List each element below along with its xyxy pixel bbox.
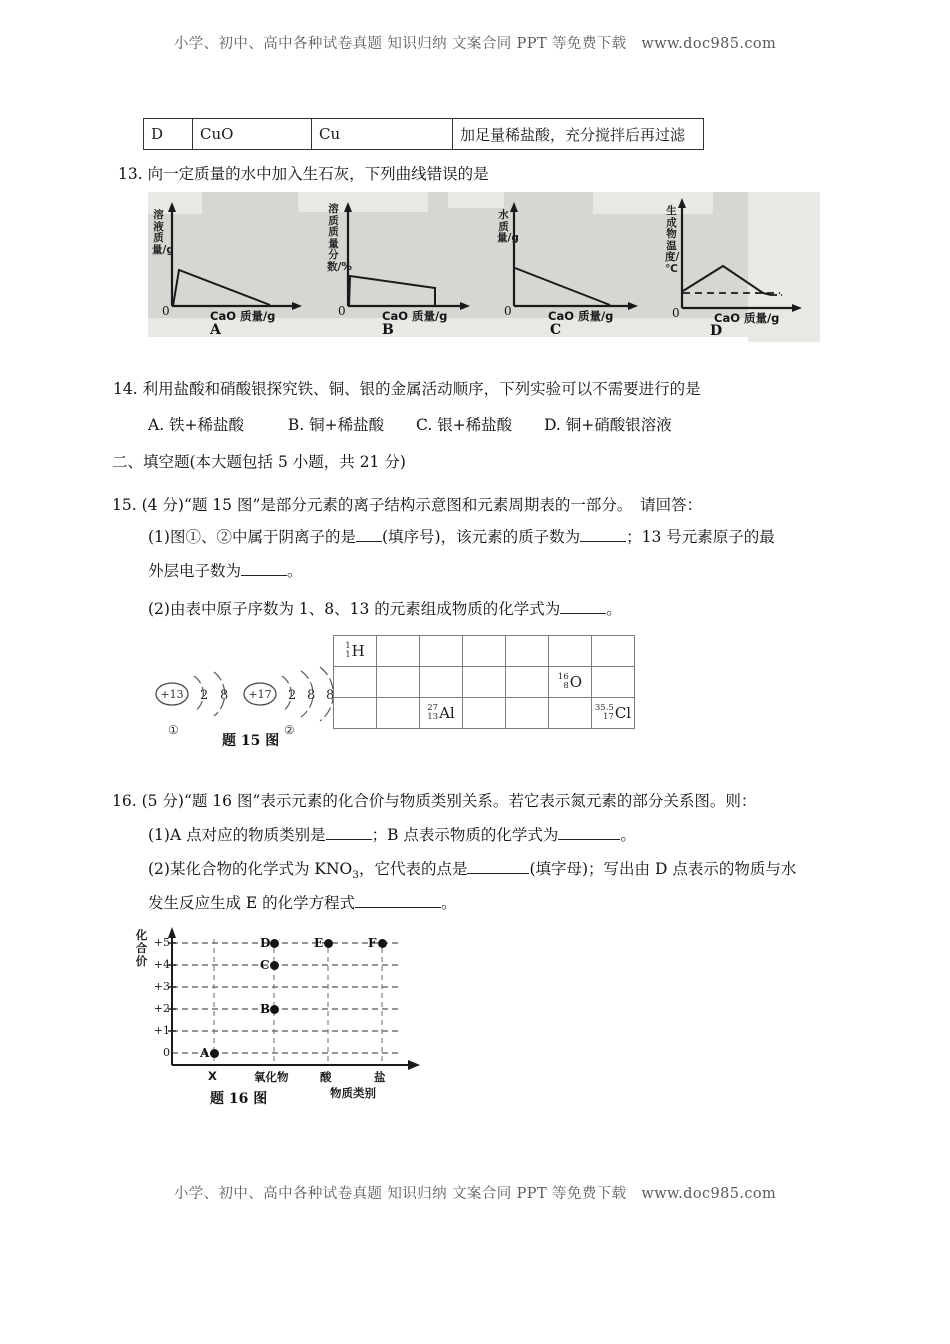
element-symbol: O xyxy=(569,673,583,691)
question-16-ylabel: 化合价 xyxy=(135,928,148,968)
periodic-cell-empty xyxy=(334,667,377,698)
question-15-figure-caption: 题 15 图 xyxy=(222,733,280,749)
periodic-cell-empty xyxy=(463,698,506,729)
data-point-c xyxy=(270,961,279,970)
watermark-header-text: 小学、初中、高中各种试卷真题 知识归纳 文案合同 PPT 等免费下载 www.doc985.com xyxy=(173,36,777,52)
answer-blank[interactable] xyxy=(467,873,529,874)
chart-panel-d-origin: 0 xyxy=(672,306,680,320)
periodic-cell-empty xyxy=(506,667,549,698)
question-14-option-c: C. 银+稀盐酸 xyxy=(416,416,513,434)
data-point-b xyxy=(270,1005,279,1014)
q16-p1-text-a: (1)A 点对应的物质类别是 xyxy=(148,826,326,844)
ytick-plus4: +4 xyxy=(153,958,170,971)
question-16-figure xyxy=(132,925,432,1110)
chart-panel-c-xlabel: CaO 质量/g xyxy=(548,309,614,323)
table-cell-impurity: Cu xyxy=(312,119,453,150)
answer-blank[interactable] xyxy=(355,907,441,908)
category-label-oxide: 氧化物 xyxy=(254,1070,289,1084)
data-point-e xyxy=(324,939,333,948)
question-16-part-2-line-2 xyxy=(148,889,457,917)
chart-panel-d-xlabel: CaO 质量/g xyxy=(714,311,780,325)
table-cell-option: D xyxy=(144,119,193,150)
question-15-part-2 xyxy=(148,595,622,623)
periodic-cell-empty xyxy=(549,698,592,729)
question-14-stem: 14. 利用盐酸和硝酸银探究铁、铜、银的金属活动顺序，下列实验可以不需要进行的是 xyxy=(113,380,701,398)
chart-panel-c-letter: C xyxy=(550,322,562,338)
q16-p1-text-b: ；B 点表示物质的化学式为 xyxy=(371,826,559,844)
question-15-stem: 15. (4 分)“题 15 图”是部分元素的离子结构示意图和元素周期表的一部分。 请回答： xyxy=(112,496,703,514)
atomic-number: 8 xyxy=(563,681,569,691)
table-cell-substance: CuO xyxy=(193,119,312,150)
chart-panel-c-ylabel: 水质量/g xyxy=(497,209,519,244)
svg-text:8: 8 xyxy=(326,688,335,703)
category-label-acid: 酸 xyxy=(320,1070,332,1084)
point-label-b: B xyxy=(260,1002,271,1016)
q15-p1-text-b: (填序号)，该元素的质子数为 xyxy=(381,528,581,546)
category-label-x: X xyxy=(208,1069,217,1083)
chart-panel-a-xlabel: CaO 质量/g xyxy=(210,309,276,323)
atomic-number: 13 xyxy=(427,712,439,722)
ion-diagram-2-label: ② xyxy=(284,723,295,737)
chart-panel-a-ylabel: 溶液质量/g xyxy=(152,209,174,256)
ytick-plus5: +5 xyxy=(153,936,170,949)
svg-text:2: 2 xyxy=(288,688,297,703)
svg-text:+17: +17 xyxy=(248,688,272,701)
q15-p2-text-a: (2)由表中原子序数为 1、8、13 的元素组成物质的化学式为 xyxy=(148,600,561,618)
periodic-cell-empty xyxy=(377,636,420,667)
periodic-cell-empty xyxy=(592,636,635,667)
periodic-cell-h xyxy=(334,636,377,667)
q16-p1-text-c: 。 xyxy=(620,826,636,844)
svg-text:2: 2 xyxy=(200,688,209,703)
element-symbol: Cl xyxy=(614,704,632,722)
question-13-figure xyxy=(148,192,820,337)
chart-panel-d-letter: D xyxy=(710,323,723,339)
periodic-cell-empty xyxy=(463,636,506,667)
periodic-cell-empty xyxy=(506,636,549,667)
nuclide-numbers xyxy=(595,704,614,722)
q16-p2-text-e: 。 xyxy=(441,894,457,912)
q16-p2-text-b: ，它代表的点是 xyxy=(358,860,468,878)
chart-panel-b-origin: 0 xyxy=(338,304,346,318)
watermark-header xyxy=(0,32,950,53)
chart-panel-a-origin: 0 xyxy=(162,304,170,318)
question-14-option-b: B. 铜+稀盐酸 xyxy=(287,416,385,434)
data-point-a xyxy=(210,1049,219,1058)
chart-panel-a-letter: A xyxy=(210,322,221,338)
category-label-salt: 盐 xyxy=(374,1070,386,1084)
answer-blank[interactable] xyxy=(326,839,372,840)
question-15-figure xyxy=(140,620,640,750)
periodic-cell-empty xyxy=(549,636,592,667)
question-16-chart-svg xyxy=(132,925,432,1085)
chart-panel-d-ylabel: 生成物温度/℃ xyxy=(665,205,680,275)
mass-number: 35.5 xyxy=(594,703,614,713)
table-row xyxy=(144,119,704,150)
periodic-table-fragment xyxy=(333,635,635,729)
question-13-stem: 13. 向一定质量的水中加入生石灰，下列曲线错误的是 xyxy=(118,165,489,183)
options-table xyxy=(143,118,704,150)
svg-text:8: 8 xyxy=(220,688,229,703)
periodic-table-row xyxy=(334,667,635,698)
data-point-f xyxy=(378,939,387,948)
watermark-footer xyxy=(0,1182,950,1203)
point-label-e: E xyxy=(314,936,324,950)
atomic-number: 17 xyxy=(603,712,614,722)
chart-panel-c xyxy=(484,192,652,337)
ytick-zero: 0 xyxy=(163,1046,170,1059)
point-label-c: C xyxy=(260,958,270,972)
mass-number: 27 xyxy=(427,703,439,713)
q15-p1-text-d: 外层电子数为 xyxy=(148,562,242,580)
periodic-cell-empty xyxy=(334,698,377,729)
ion-diagram-1-label: ① xyxy=(168,723,179,737)
periodic-cell-empty xyxy=(506,698,549,729)
q15-p1-text-e: 。 xyxy=(287,562,303,580)
atomic-number: 1 xyxy=(345,650,351,660)
chart-panel-c-origin: 0 xyxy=(504,304,512,318)
nuclide-numbers xyxy=(558,673,569,691)
point-label-a: A xyxy=(200,1046,210,1060)
answer-blank[interactable] xyxy=(558,839,620,840)
nuclide-numbers xyxy=(427,704,438,722)
ytick-plus3: +3 xyxy=(153,980,170,993)
question-16-stem: 16. (5 分)“题 16 图”表示元素的化合价与物质类别关系。若它表示氮元素的部分关系图。则： xyxy=(112,792,757,810)
periodic-cell-empty xyxy=(420,636,463,667)
mass-number: 16 xyxy=(557,672,569,682)
chart-panel-b-ylabel: 溶质质量分数/% xyxy=(327,203,352,273)
svg-text:+13: +13 xyxy=(160,688,184,701)
section-2-heading: 二、填空题(本大题包括 5 小题，共 21 分) xyxy=(112,453,406,471)
nuclide-numbers xyxy=(345,642,350,660)
periodic-table-row xyxy=(334,636,635,667)
data-point-d xyxy=(270,939,279,948)
chart-panel-d xyxy=(652,192,820,337)
ion-diagram-2 xyxy=(238,665,342,737)
periodic-cell-empty xyxy=(592,667,635,698)
periodic-cell-empty xyxy=(420,667,463,698)
question-16-part-2-line-1 xyxy=(148,855,796,889)
question-15-part-1-line-1 xyxy=(148,523,775,551)
element-symbol: H xyxy=(351,642,365,660)
ytick-plus1: +1 xyxy=(153,1024,170,1037)
question-16-xlabel: 物质类别 xyxy=(330,1086,376,1100)
ion-diagram-1-svg xyxy=(150,665,246,723)
periodic-cell-empty xyxy=(377,667,420,698)
chart-panel-a xyxy=(148,192,316,337)
formula-subscript: 3 xyxy=(352,869,359,882)
mass-number: 1 xyxy=(345,641,351,651)
periodic-cell-al xyxy=(420,698,463,729)
question-14-option-d: D. 铜+硝酸银溶液 xyxy=(544,416,672,434)
periodic-cell-o xyxy=(549,667,592,698)
periodic-cell-empty xyxy=(463,667,506,698)
periodic-table-row xyxy=(334,698,635,729)
question-16-figure-caption: 题 16 图 xyxy=(210,1091,268,1107)
q16-p2-text-a: (2)某化合物的化学式为 KNO xyxy=(148,860,353,878)
point-label-f: F xyxy=(368,936,377,950)
question-15-part-1-line-2 xyxy=(148,557,303,585)
chart-panel-b-xlabel: CaO 质量/g xyxy=(382,309,448,323)
chart-panel-b-letter: B xyxy=(382,322,394,338)
q15-p2-text-b: 。 xyxy=(606,600,622,618)
periodic-cell-cl xyxy=(592,698,635,729)
q16-p2-text-d: 发生反应生成 E 的化学方程式 xyxy=(148,894,356,912)
q15-p1-text-a: (1)图①、②中属于阴离子的是 xyxy=(148,528,356,546)
ion-diagram-1 xyxy=(150,665,246,737)
point-label-d: D xyxy=(260,936,271,950)
svg-text:8: 8 xyxy=(307,688,316,703)
question-14-option-a: A. 铁+稀盐酸 xyxy=(148,416,245,434)
question-14-options xyxy=(148,411,672,439)
q15-p1-text-c: ；13 号元素原子的最 xyxy=(626,528,775,546)
answer-blank[interactable] xyxy=(356,541,382,542)
periodic-cell-empty xyxy=(377,698,420,729)
question-16-part-1 xyxy=(148,821,636,849)
answer-blank[interactable] xyxy=(241,575,287,576)
q16-p2-text-c: (填字母)；写出由 D 点表示的物质与水 xyxy=(529,860,797,878)
answer-blank[interactable] xyxy=(560,613,606,614)
chart-panel-b xyxy=(316,192,484,337)
answer-blank[interactable] xyxy=(580,541,626,542)
ion-diagram-2-svg xyxy=(238,665,342,723)
ytick-plus2: +2 xyxy=(153,1002,170,1015)
element-symbol: Al xyxy=(439,704,455,722)
watermark-footer-text: 小学、初中、高中各种试卷真题 知识归纳 文案合同 PPT 等免费下载 www.doc985.com xyxy=(173,1186,777,1202)
table-cell-method: 加足量稀盐酸，充分搅拌后再过滤 xyxy=(453,119,704,150)
